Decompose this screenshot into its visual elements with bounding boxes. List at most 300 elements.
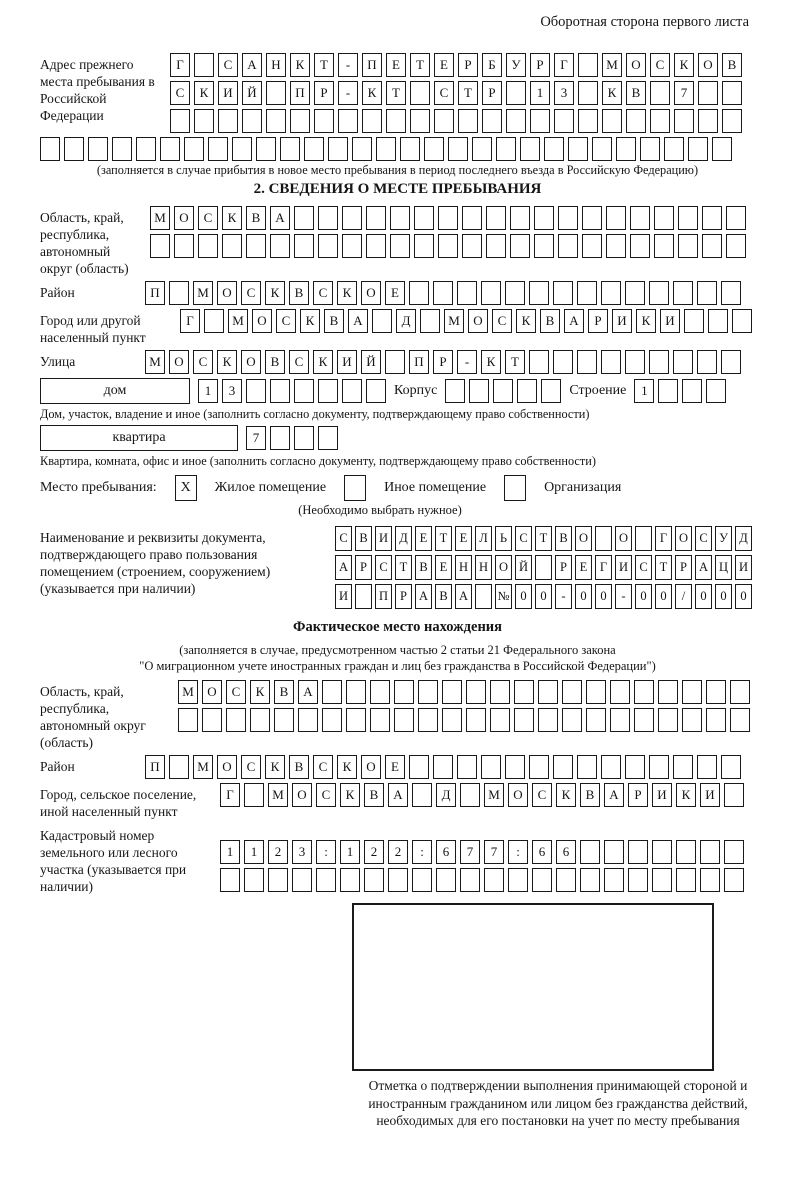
char-box[interactable]: [604, 840, 624, 864]
char-box[interactable]: Е: [385, 281, 405, 305]
char-box[interactable]: [682, 680, 702, 704]
char-box[interactable]: [194, 53, 214, 77]
char-box[interactable]: Е: [385, 755, 405, 779]
char-box[interactable]: Д: [395, 526, 412, 551]
char-box[interactable]: П: [145, 281, 165, 305]
char-box[interactable]: [340, 868, 360, 892]
char-box[interactable]: [242, 109, 262, 133]
char-box[interactable]: Г: [554, 53, 574, 77]
char-box[interactable]: [577, 281, 597, 305]
char-box[interactable]: К: [516, 309, 536, 333]
char-box[interactable]: [388, 868, 408, 892]
char-box[interactable]: И: [735, 555, 752, 580]
char-box[interactable]: А: [335, 555, 352, 580]
char-box[interactable]: [266, 81, 286, 105]
char-box[interactable]: [316, 868, 336, 892]
char-box[interactable]: [202, 708, 222, 732]
char-box[interactable]: И: [375, 526, 392, 551]
char-box[interactable]: С: [313, 281, 333, 305]
char-box[interactable]: [372, 309, 392, 333]
char-box[interactable]: И: [612, 309, 632, 333]
char-box[interactable]: [490, 680, 510, 704]
char-box[interactable]: А: [564, 309, 584, 333]
char-box[interactable]: Г: [170, 53, 190, 77]
char-box[interactable]: И: [615, 555, 632, 580]
char-box[interactable]: [700, 840, 720, 864]
char-box[interactable]: [410, 81, 430, 105]
char-box[interactable]: [514, 708, 534, 732]
char-box[interactable]: [628, 868, 648, 892]
char-box[interactable]: 1: [220, 840, 240, 864]
char-box[interactable]: О: [508, 783, 528, 807]
char-box[interactable]: Н: [475, 555, 492, 580]
char-box[interactable]: А: [415, 584, 432, 609]
char-box[interactable]: 0: [695, 584, 712, 609]
char-box[interactable]: [544, 137, 564, 161]
char-box[interactable]: [578, 109, 598, 133]
char-box[interactable]: [706, 379, 726, 403]
char-box[interactable]: -: [338, 53, 358, 77]
char-box[interactable]: И: [337, 350, 357, 374]
char-box[interactable]: В: [555, 526, 572, 551]
char-box[interactable]: [318, 426, 338, 450]
char-box[interactable]: [722, 81, 742, 105]
char-box[interactable]: Й: [242, 81, 262, 105]
char-box[interactable]: А: [455, 584, 472, 609]
char-box[interactable]: 0: [575, 584, 592, 609]
char-box[interactable]: Й: [361, 350, 381, 374]
char-box[interactable]: Ь: [495, 526, 512, 551]
char-box[interactable]: 6: [532, 840, 552, 864]
oblast-row-1[interactable]: [150, 206, 746, 230]
char-box[interactable]: [475, 584, 492, 609]
char-box[interactable]: [160, 137, 180, 161]
char-box[interactable]: [504, 475, 526, 501]
char-box[interactable]: Р: [588, 309, 608, 333]
char-box[interactable]: [658, 708, 678, 732]
char-box[interactable]: Р: [555, 555, 572, 580]
char-box[interactable]: [362, 109, 382, 133]
char-box[interactable]: И: [652, 783, 672, 807]
char-box[interactable]: [534, 206, 554, 230]
char-box[interactable]: Т: [410, 53, 430, 77]
char-box[interactable]: [652, 868, 672, 892]
ulitsa-row[interactable]: [145, 350, 741, 374]
char-box[interactable]: О: [252, 309, 272, 333]
char-box[interactable]: -: [338, 81, 358, 105]
char-box[interactable]: [630, 206, 650, 230]
char-box[interactable]: [726, 206, 746, 230]
char-box[interactable]: [304, 137, 324, 161]
char-box[interactable]: А: [604, 783, 624, 807]
raion-row[interactable]: [145, 281, 741, 305]
char-box[interactable]: О: [626, 53, 646, 77]
char-box[interactable]: [136, 137, 156, 161]
char-box[interactable]: [508, 868, 528, 892]
char-box[interactable]: [553, 281, 573, 305]
char-box[interactable]: [169, 281, 189, 305]
char-box[interactable]: [226, 708, 246, 732]
char-box[interactable]: :: [316, 840, 336, 864]
char-box[interactable]: В: [722, 53, 742, 77]
char-box[interactable]: С: [170, 81, 190, 105]
char-box[interactable]: [460, 868, 480, 892]
char-box[interactable]: -: [555, 584, 572, 609]
char-box[interactable]: [486, 234, 506, 258]
char-box[interactable]: [595, 526, 612, 551]
oblast-row-2[interactable]: [150, 234, 746, 258]
char-box[interactable]: 0: [535, 584, 552, 609]
char-box[interactable]: А: [388, 783, 408, 807]
char-box[interactable]: Т: [395, 555, 412, 580]
char-box[interactable]: [676, 868, 696, 892]
char-box[interactable]: Т: [386, 81, 406, 105]
dom-cells[interactable]: [198, 379, 386, 403]
char-box[interactable]: [510, 234, 530, 258]
char-box[interactable]: [628, 840, 648, 864]
char-box[interactable]: [352, 137, 372, 161]
char-box[interactable]: [698, 81, 718, 105]
char-box[interactable]: [610, 680, 630, 704]
char-box[interactable]: [394, 680, 414, 704]
char-box[interactable]: 2: [364, 840, 384, 864]
char-box[interactable]: С: [276, 309, 296, 333]
char-box[interactable]: [702, 234, 722, 258]
char-box[interactable]: [64, 137, 84, 161]
char-box[interactable]: 7: [460, 840, 480, 864]
char-box[interactable]: [578, 81, 598, 105]
char-box[interactable]: [553, 755, 573, 779]
char-box[interactable]: И: [335, 584, 352, 609]
char-box[interactable]: К: [300, 309, 320, 333]
char-box[interactable]: [625, 281, 645, 305]
char-box[interactable]: К: [222, 206, 242, 230]
char-box[interactable]: Е: [575, 555, 592, 580]
char-box[interactable]: М: [268, 783, 288, 807]
char-box[interactable]: [562, 708, 582, 732]
char-box[interactable]: [314, 109, 334, 133]
char-box[interactable]: [438, 206, 458, 230]
char-box[interactable]: 6: [436, 840, 456, 864]
char-box[interactable]: [730, 680, 750, 704]
char-box[interactable]: [658, 680, 678, 704]
char-box[interactable]: [697, 755, 717, 779]
char-box[interactable]: О: [217, 281, 237, 305]
char-box[interactable]: [496, 137, 516, 161]
char-box[interactable]: [433, 755, 453, 779]
char-box[interactable]: X: [175, 475, 197, 501]
char-box[interactable]: О: [675, 526, 692, 551]
char-box[interactable]: [517, 379, 537, 403]
char-box[interactable]: П: [145, 755, 165, 779]
char-box[interactable]: [208, 137, 228, 161]
char-box[interactable]: Ц: [715, 555, 732, 580]
char-box[interactable]: С: [218, 53, 238, 77]
char-box[interactable]: [530, 109, 550, 133]
kadastr-row-1[interactable]: [220, 840, 744, 864]
char-box[interactable]: [577, 350, 597, 374]
char-box[interactable]: №: [495, 584, 512, 609]
char-box[interactable]: [554, 109, 574, 133]
char-box[interactable]: Р: [482, 81, 502, 105]
char-box[interactable]: И: [660, 309, 680, 333]
char-box[interactable]: [510, 206, 530, 230]
char-box[interactable]: К: [217, 350, 237, 374]
char-box[interactable]: Т: [505, 350, 525, 374]
char-box[interactable]: [174, 234, 194, 258]
char-box[interactable]: [626, 109, 646, 133]
char-box[interactable]: [610, 708, 630, 732]
char-box[interactable]: В: [435, 584, 452, 609]
char-box[interactable]: [342, 379, 362, 403]
char-box[interactable]: [630, 234, 650, 258]
char-box[interactable]: 0: [655, 584, 672, 609]
char-box[interactable]: О: [241, 350, 261, 374]
char-box[interactable]: О: [468, 309, 488, 333]
char-box[interactable]: [355, 584, 372, 609]
char-box[interactable]: О: [495, 555, 512, 580]
char-box[interactable]: 0: [715, 584, 732, 609]
char-box[interactable]: В: [355, 526, 372, 551]
char-box[interactable]: 3: [292, 840, 312, 864]
char-box[interactable]: А: [298, 680, 318, 704]
char-box[interactable]: [445, 379, 465, 403]
char-box[interactable]: [178, 708, 198, 732]
char-box[interactable]: Р: [395, 584, 412, 609]
char-box[interactable]: [529, 281, 549, 305]
korpus-cells[interactable]: [445, 379, 561, 403]
char-box[interactable]: [442, 680, 462, 704]
char-box[interactable]: Л: [475, 526, 492, 551]
char-box[interactable]: [460, 783, 480, 807]
char-box[interactable]: К: [265, 755, 285, 779]
char-box[interactable]: [290, 109, 310, 133]
char-box[interactable]: Е: [415, 526, 432, 551]
char-box[interactable]: [280, 137, 300, 161]
char-box[interactable]: [556, 868, 576, 892]
char-box[interactable]: М: [193, 755, 213, 779]
char-box[interactable]: [434, 109, 454, 133]
char-box[interactable]: [602, 109, 622, 133]
char-box[interactable]: [697, 350, 717, 374]
char-box[interactable]: В: [415, 555, 432, 580]
char-box[interactable]: Т: [655, 555, 672, 580]
char-box[interactable]: [412, 868, 432, 892]
char-box[interactable]: [520, 137, 540, 161]
char-box[interactable]: [484, 868, 504, 892]
char-box[interactable]: [721, 350, 741, 374]
char-box[interactable]: [493, 379, 513, 403]
char-box[interactable]: К: [194, 81, 214, 105]
char-box[interactable]: [490, 708, 510, 732]
char-box[interactable]: 0: [595, 584, 612, 609]
char-box[interactable]: [538, 708, 558, 732]
char-box[interactable]: [721, 281, 741, 305]
char-box[interactable]: Н: [266, 53, 286, 77]
char-box[interactable]: [730, 708, 750, 732]
char-box[interactable]: П: [409, 350, 429, 374]
char-box[interactable]: [88, 137, 108, 161]
char-box[interactable]: 1: [530, 81, 550, 105]
doc-row-3[interactable]: [335, 584, 752, 609]
char-box[interactable]: [194, 109, 214, 133]
char-box[interactable]: И: [218, 81, 238, 105]
char-box[interactable]: О: [169, 350, 189, 374]
char-box[interactable]: К: [636, 309, 656, 333]
char-box[interactable]: [658, 379, 678, 403]
char-box[interactable]: Д: [436, 783, 456, 807]
char-box[interactable]: [294, 379, 314, 403]
char-box[interactable]: С: [313, 755, 333, 779]
char-box[interactable]: 1: [198, 379, 218, 403]
char-box[interactable]: [482, 109, 502, 133]
char-box[interactable]: [222, 234, 242, 258]
char-box[interactable]: О: [575, 526, 592, 551]
char-box[interactable]: [726, 234, 746, 258]
char-box[interactable]: [410, 109, 430, 133]
char-box[interactable]: [386, 109, 406, 133]
char-box[interactable]: [702, 206, 722, 230]
char-box[interactable]: [448, 137, 468, 161]
char-box[interactable]: [318, 206, 338, 230]
char-box[interactable]: [708, 309, 728, 333]
char-box[interactable]: [649, 755, 669, 779]
char-box[interactable]: В: [324, 309, 344, 333]
char-box[interactable]: К: [676, 783, 696, 807]
char-box[interactable]: О: [174, 206, 194, 230]
char-box[interactable]: [366, 379, 386, 403]
char-box[interactable]: С: [198, 206, 218, 230]
char-box[interactable]: [318, 379, 338, 403]
char-box[interactable]: 3: [222, 379, 242, 403]
char-box[interactable]: /: [675, 584, 692, 609]
char-box[interactable]: [250, 708, 270, 732]
char-box[interactable]: [232, 137, 252, 161]
char-box[interactable]: [586, 708, 606, 732]
char-box[interactable]: 0: [735, 584, 752, 609]
char-box[interactable]: [562, 680, 582, 704]
char-box[interactable]: О: [361, 281, 381, 305]
char-box[interactable]: [346, 708, 366, 732]
char-box[interactable]: Р: [675, 555, 692, 580]
char-box[interactable]: М: [178, 680, 198, 704]
fact-oblast-row-1[interactable]: [178, 680, 750, 704]
char-box[interactable]: [578, 53, 598, 77]
char-box[interactable]: [322, 708, 342, 732]
char-box[interactable]: [204, 309, 224, 333]
char-box[interactable]: 2: [268, 840, 288, 864]
gorod-row[interactable]: [180, 309, 752, 333]
char-box[interactable]: М: [228, 309, 248, 333]
prev-address-row-3[interactable]: [170, 109, 742, 133]
char-box[interactable]: В: [265, 350, 285, 374]
checkbox-inoe[interactable]: [344, 475, 366, 501]
char-box[interactable]: [412, 783, 432, 807]
char-box[interactable]: Т: [435, 526, 452, 551]
char-box[interactable]: [418, 708, 438, 732]
char-box[interactable]: [592, 137, 612, 161]
char-box[interactable]: [625, 350, 645, 374]
char-box[interactable]: [722, 109, 742, 133]
doc-row-1[interactable]: [335, 526, 752, 551]
char-box[interactable]: [462, 234, 482, 258]
char-box[interactable]: В: [626, 81, 646, 105]
char-box[interactable]: М: [602, 53, 622, 77]
char-box[interactable]: К: [250, 680, 270, 704]
char-box[interactable]: Г: [180, 309, 200, 333]
char-box[interactable]: [505, 281, 525, 305]
char-box[interactable]: -: [457, 350, 477, 374]
char-box[interactable]: [112, 137, 132, 161]
checkbox-zhiloe[interactable]: [175, 475, 197, 501]
fact-gorod-row[interactable]: [220, 783, 744, 807]
char-box[interactable]: [688, 137, 708, 161]
char-box[interactable]: [366, 234, 386, 258]
char-box[interactable]: М: [145, 350, 165, 374]
char-box[interactable]: [433, 281, 453, 305]
char-box[interactable]: [462, 206, 482, 230]
char-box[interactable]: С: [695, 526, 712, 551]
char-box[interactable]: [534, 234, 554, 258]
char-box[interactable]: В: [289, 281, 309, 305]
char-box[interactable]: С: [289, 350, 309, 374]
char-box[interactable]: [418, 680, 438, 704]
char-box[interactable]: [634, 680, 654, 704]
char-box[interactable]: П: [362, 53, 382, 77]
prev-address-overflow-row[interactable]: [40, 137, 755, 161]
char-box[interactable]: [650, 81, 670, 105]
char-box[interactable]: [538, 680, 558, 704]
char-box[interactable]: [724, 783, 744, 807]
char-box[interactable]: О: [292, 783, 312, 807]
char-box[interactable]: К: [340, 783, 360, 807]
char-box[interactable]: К: [602, 81, 622, 105]
char-box[interactable]: [640, 137, 660, 161]
char-box[interactable]: В: [540, 309, 560, 333]
char-box[interactable]: С: [241, 755, 261, 779]
char-box[interactable]: [256, 137, 276, 161]
char-box[interactable]: 1: [340, 840, 360, 864]
char-box[interactable]: [294, 234, 314, 258]
char-box[interactable]: [342, 234, 362, 258]
char-box[interactable]: К: [674, 53, 694, 77]
char-box[interactable]: -: [615, 584, 632, 609]
char-box[interactable]: К: [313, 350, 333, 374]
char-box[interactable]: М: [150, 206, 170, 230]
char-box[interactable]: [634, 708, 654, 732]
char-box[interactable]: П: [375, 584, 392, 609]
char-box[interactable]: В: [274, 680, 294, 704]
char-box[interactable]: С: [650, 53, 670, 77]
char-box[interactable]: Р: [355, 555, 372, 580]
char-box[interactable]: [486, 206, 506, 230]
char-box[interactable]: [582, 206, 602, 230]
char-box[interactable]: [420, 309, 440, 333]
char-box[interactable]: Р: [628, 783, 648, 807]
char-box[interactable]: [364, 868, 384, 892]
char-box[interactable]: [514, 680, 534, 704]
char-box[interactable]: 0: [635, 584, 652, 609]
char-box[interactable]: С: [193, 350, 213, 374]
char-box[interactable]: О: [217, 755, 237, 779]
char-box[interactable]: [650, 109, 670, 133]
char-box[interactable]: [442, 708, 462, 732]
char-box[interactable]: [270, 234, 290, 258]
char-box[interactable]: [436, 868, 456, 892]
char-box[interactable]: Т: [314, 53, 334, 77]
char-box[interactable]: [170, 109, 190, 133]
char-box[interactable]: Р: [458, 53, 478, 77]
